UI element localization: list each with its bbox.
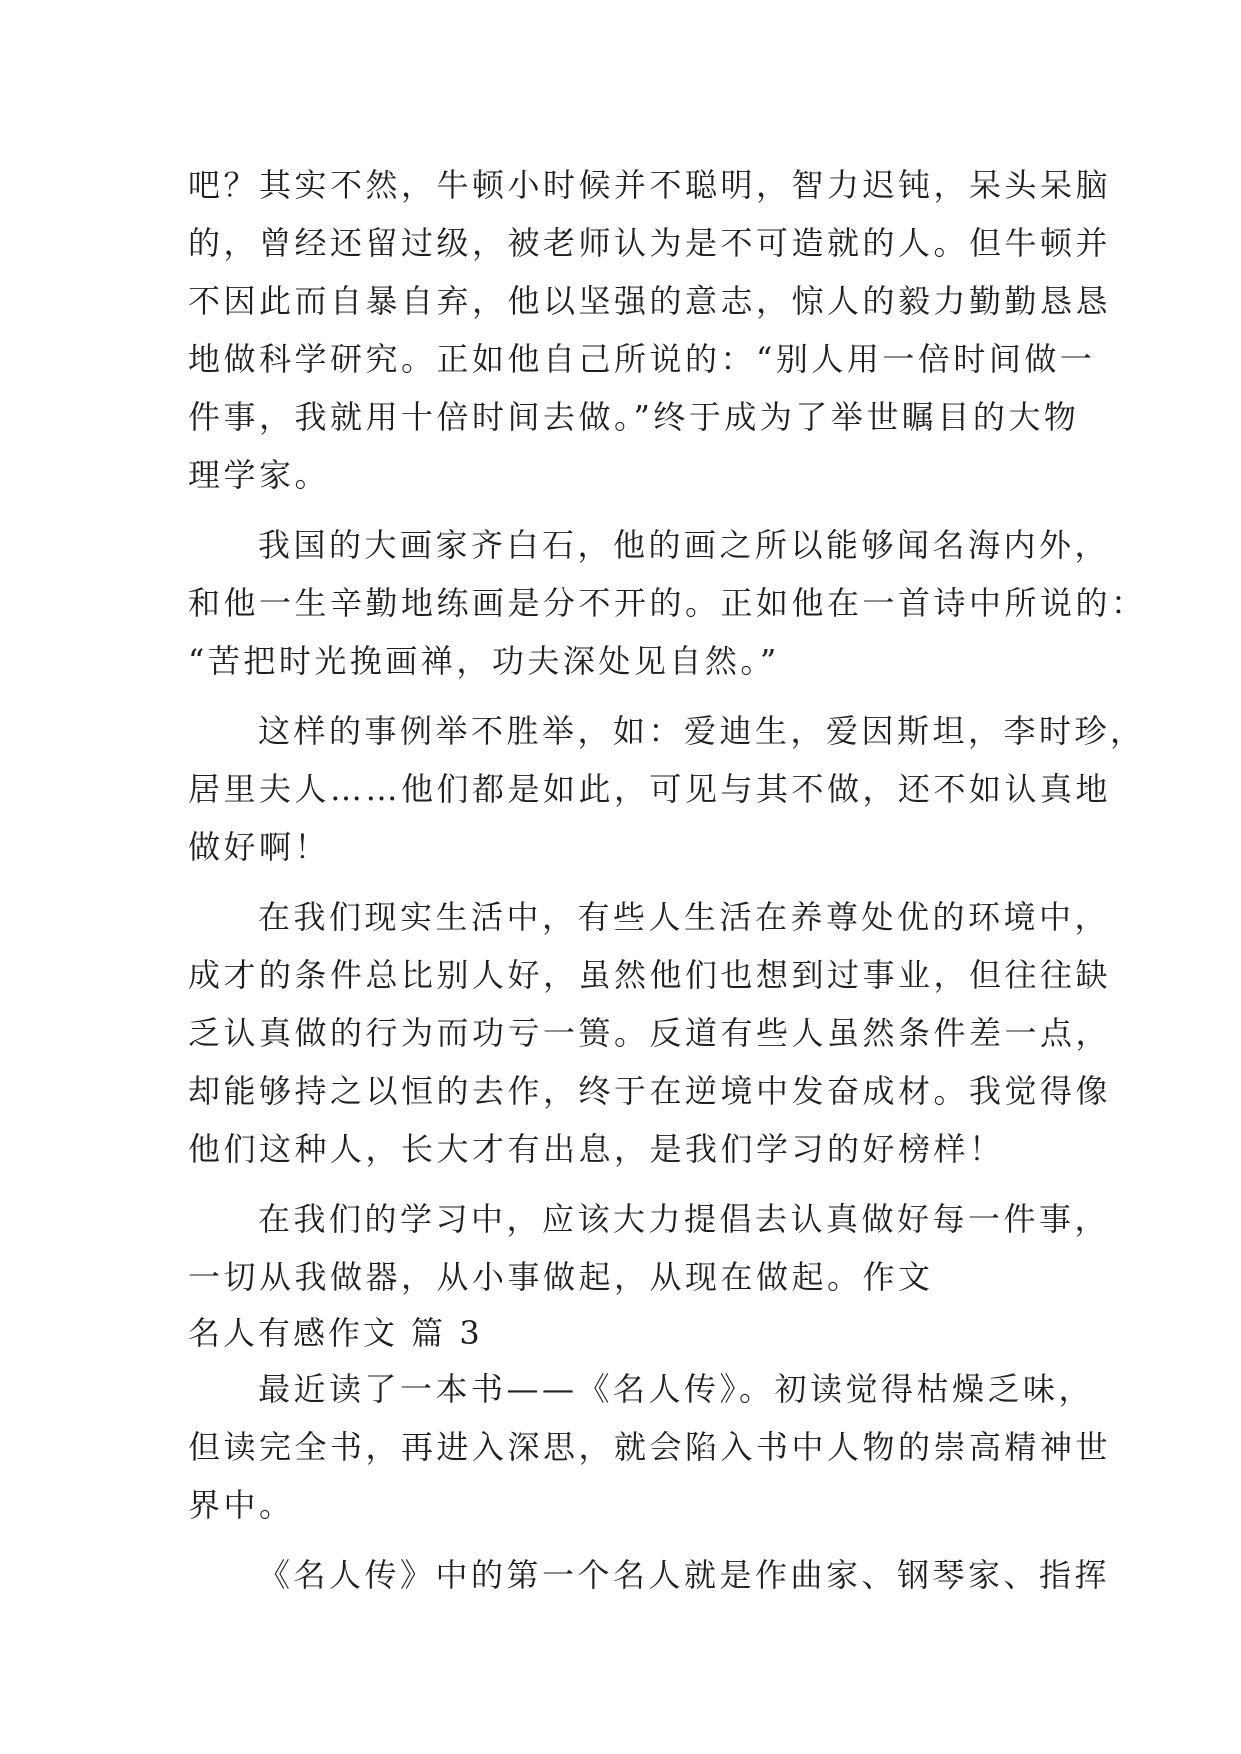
paragraph-examples [188,702,1146,876]
text-line: 的，曾经还留过级，被老师认为是不可造就的人。但牛顿并 [188,224,1112,262]
paragraph-study [188,1190,1111,1306]
text-line: 他们这种人，长大才有出息，是我们学习的好榜样！ [188,1130,1005,1168]
paragraph-real-life [188,888,1112,1178]
text-line: 做好啊！ [188,828,331,866]
text-line: 《名人传》中的第一个名人就是作曲家、钢琴家、指挥 [258,1556,1111,1594]
paragraph-book-intro [188,1360,1112,1534]
text-line: 我国的大画家齐白石，他的画之所以能够闻名海内外， [258,526,1111,564]
text-line: 成才的条件总比别人好，虽然他们也想到过事业，但往往缺 [188,956,1112,994]
paragraph-newton [188,156,1112,504]
text-line: 最近读了一本书——《名人传》。初读觉得枯燥乏味， [258,1370,1095,1408]
text-line: 地做科学研究。正如他自己所说的：“别人用一倍时间做一 [188,340,1096,378]
text-line: 理学家。 [188,456,331,494]
text-line: 件事，我就用十倍时间去做。”终于成为了举世瞩目的大物 [188,398,1080,436]
section-heading: 名人有感作文 篇 3 [188,1314,483,1352]
text-line: 这样的事例举不胜举，如：爱迪生，爱因斯坦，李时珍， [258,712,1146,750]
text-line: 不因此而自暴自弃，他以坚强的意志，惊人的毅力勤勤恳恳 [188,282,1112,320]
text-line: 乏认真做的行为而功亏一篑。反道有些人虽然条件差一点， [188,1014,1112,1052]
text-line: 一切从我做器，从小事做起，从现在做起。作文 [188,1258,934,1296]
paragraph-qi-baishi [188,516,1147,690]
text-line: “苦把时光挽画禅，功夫深处见自然。” [188,642,780,680]
text-line: 却能够持之以恒的去作，终于在逆境中发奋成材。我觉得像 [188,1072,1112,1110]
text-line: 界中。 [188,1486,295,1524]
text-line: 在我们的学习中，应该大力提倡去认真做好每一件事， [258,1200,1111,1238]
text-line: 在我们现实生活中，有些人生活在养尊处优的环境中， [258,898,1111,936]
text-line: 和他一生辛勤地练画是分不开的。正如他在一首诗中所说的： [188,584,1147,622]
text-line: 居里夫人……他们都是如此，可见与其不做，还不如认真地 [188,770,1112,808]
paragraph-first-person [188,1546,1111,1604]
document-body [188,156,1147,1604]
text-line: 但读完全书，再进入深思，就会陷入书中人物的崇高精神世 [188,1428,1112,1466]
text-line: 吧？其实不然，牛顿小时候并不聪明，智力迟钝，呆头呆脑 [188,166,1112,204]
